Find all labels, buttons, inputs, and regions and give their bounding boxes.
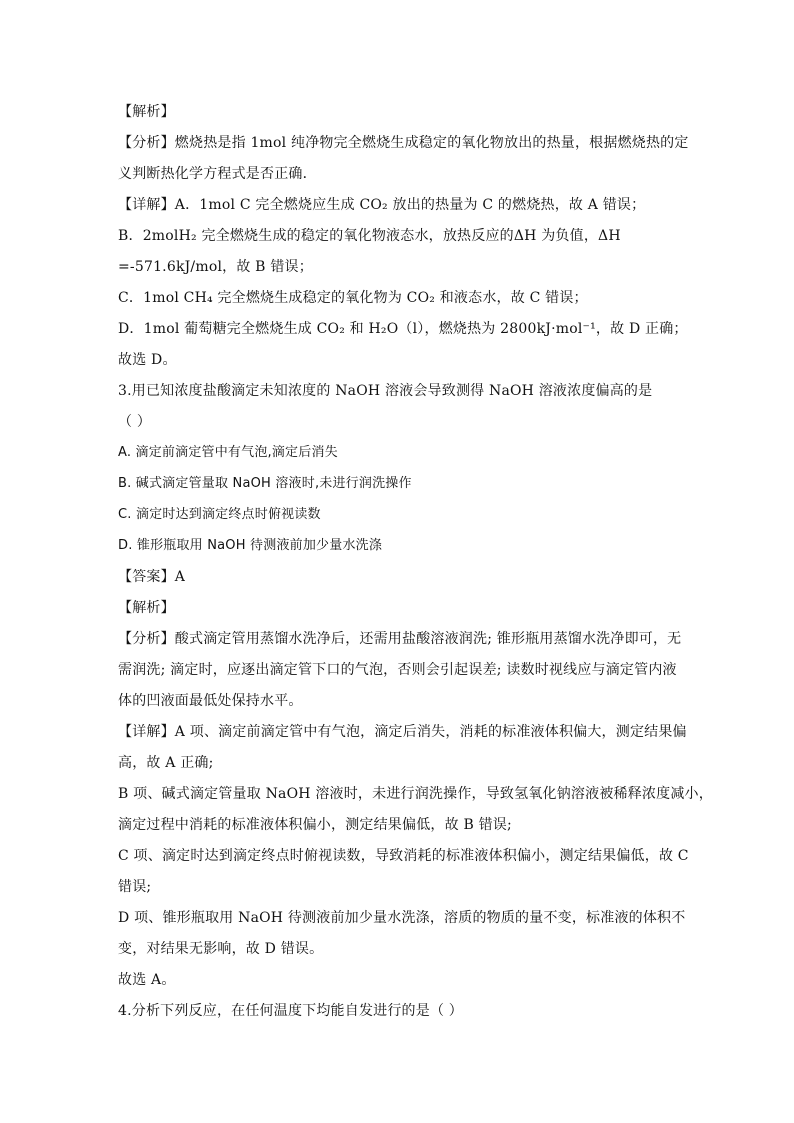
detail-item-b-1: B 项、碱式滴定管量取 NaOH 溶液时，未进行润洗操作，导致氢氧化钠溶液被稀释浓度减小， — [118, 786, 713, 802]
section-jiexi-heading-2: 【解析】 — [118, 600, 175, 616]
detail-line-a: 【详解】A．1mol C 完全燃烧应生成 CO₂ 放出的热量为 C 的燃烧热，故 A 错误； — [118, 197, 646, 213]
detail-item-a-1: 【详解】A 项、滴定前滴定管中有气泡，滴定后消失，消耗的标准液体积偏大，测定结果偏 — [118, 724, 687, 740]
analysis-line-2: 义判断热化学方程式是否正确． — [118, 166, 317, 182]
option-c: C. 滴定时达到滴定终点时俯视读数 — [118, 507, 321, 522]
option-b: B. 碱式滴定管量取 NaOH 溶液时,未进行润洗操作 — [118, 476, 412, 491]
option-a: A. 滴定前滴定管中有气泡,滴定后消失 — [118, 445, 338, 460]
option-d: D. 锥形瓶取用 NaOH 待测液前加少量水洗涤 — [118, 538, 383, 553]
question-3-blank: （ ） — [118, 414, 152, 430]
detail-line-b-cont: =-571.6kJ/mol，故 B 错误； — [118, 259, 313, 275]
detail-item-a-2: 高，故 A 正确; — [118, 755, 214, 771]
question-4-stem: 4.分析下列反应，在任何温度下均能自发进行的是（ ） — [118, 1003, 464, 1019]
detail-item-d-2: 变，对结果无影响，故 D 错误。 — [118, 941, 324, 957]
analysis-line-1: 【分析】燃烧热是指 1mol 纯净物完全燃烧生成稳定的氧化物放出的热量，根据燃烧热的定 — [118, 135, 689, 151]
detail-line-c: C．1mol CH₄ 完全燃烧生成稳定的氧化物为 CO₂ 和液态水，故 C 错误； — [118, 290, 588, 306]
analysis-line-4: 需润洗; 滴定时，应逐出滴定管下口的气泡，否则会引起误差; 读数时视线应与滴定管内液 — [118, 662, 677, 678]
detail-line-b: B．2molH₂ 完全燃烧生成的稳定的氧化物液态水，放热反应的ΔH 为负值，ΔH — [118, 228, 621, 244]
detail-item-d-1: D 项、锥形瓶取用 NaOH 待测液前加少量水洗涤，溶质的物质的量不变，标准液的体积不 — [118, 910, 686, 926]
question-3-stem: 3.用已知浓度盐酸滴定未知浓度的 NaOH 溶液会导致测得 NaOH 溶液浓度偏高的是 — [118, 383, 653, 399]
detail-item-b-2: 滴定过程中消耗的标准液体积偏小，测定结果偏低，故 B 错误; — [118, 817, 512, 833]
detail-line-d: D．1mol 葡萄糖完全燃烧生成 CO₂ 和 H₂O（l），燃烧热为 2800kJ·mol⁻¹，故 D 正确； — [118, 321, 688, 337]
conclusion-line-q2: 故选 D。 — [118, 352, 177, 368]
analysis-line-5: 体的凹液面最低处保持水平。 — [118, 693, 303, 709]
conclusion-line-q3: 故选 A。 — [118, 972, 176, 988]
answer-line: 【答案】A — [118, 569, 186, 585]
detail-item-c-2: 错误; — [118, 879, 152, 895]
detail-item-c-1: C 项、滴定时达到滴定终点时俯视读数，导致消耗的标准液体积偏小，测定结果偏低，故 C — [118, 848, 689, 864]
analysis-line-3: 【分析】酸式滴定管用蒸馏水洗净后，还需用盐酸溶液润洗; 锥形瓶用蒸馏水洗净即可，无 — [118, 631, 682, 647]
section-jiexi-heading: 【解析】 — [118, 104, 175, 120]
